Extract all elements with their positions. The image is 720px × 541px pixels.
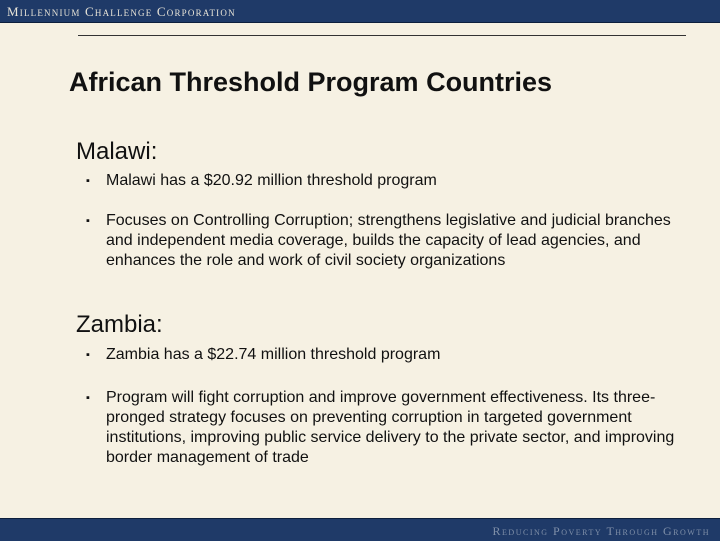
slide-title: African Threshold Program Countries (69, 67, 553, 97)
section-heading-zambia (76, 311, 163, 339)
bullet-text: Program will fight corruption and improve government effectiveness. Its three-pronged strategy focuses on preventing corruption in targeted government institutions, improving public service delivery to the private sector, and improving border management of trade (106, 389, 675, 466)
heading-colon: : (156, 311, 163, 338)
bullet-icon: ▪ (86, 349, 90, 361)
heading-colon: : (150, 138, 158, 165)
bullet-text: Focuses on Controlling Corruption; strengthens legislative and judicial branches and independent media coverage, builds the capacity of lead agencies, and enhances the role and work of civil society organizations (106, 212, 671, 269)
bullet-icon: ▪ (86, 392, 90, 404)
bullet-text: Zambia has a $22.74 million threshold program (106, 346, 441, 363)
country-name: Zambia (76, 311, 157, 338)
header-bar (0, 0, 720, 23)
country-name: Malawi (76, 138, 151, 165)
organization-name: Millennium Challenge Corporation (7, 4, 236, 19)
bullet-icon: ▪ (86, 215, 90, 227)
footer-tagline: Reducing Poverty Through Growth (492, 524, 710, 538)
bullet-text: Malawi has a $20.92 million threshold program (106, 172, 437, 189)
bullet-icon: ▪ (86, 175, 90, 187)
list-item (86, 345, 686, 365)
header-divider (78, 35, 686, 36)
list-item (86, 211, 686, 271)
section-heading-malawi (76, 138, 157, 166)
list-item (86, 171, 686, 191)
footer-bar (0, 518, 720, 541)
list-item (86, 388, 686, 468)
